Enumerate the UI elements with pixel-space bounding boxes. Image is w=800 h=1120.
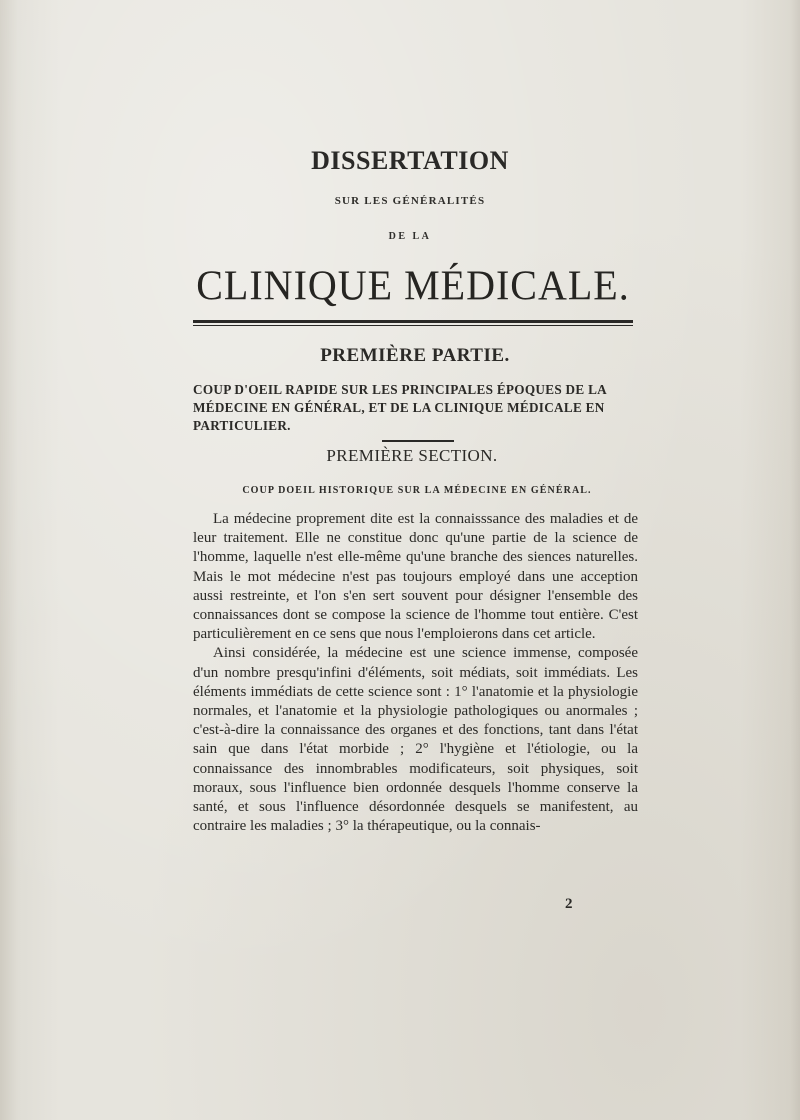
body-text [193, 510, 638, 836]
document-main-title: CLINIQUE MÉDICALE. [196, 261, 630, 310]
part-title: PREMIÈRE PARTIE. [320, 345, 510, 366]
page-number: 2 [565, 896, 573, 912]
section-divider [382, 440, 454, 442]
section-subtitle: COUP DOEIL HISTORIQUE SUR LA MÉDECINE EN GÉNÉRAL. [242, 485, 592, 496]
section-title: PREMIÈRE SECTION. [326, 446, 498, 465]
document-subtitle: SUR LES GÉNÉRALITÉS [334, 195, 486, 207]
document-title: DISSERTATION [311, 146, 509, 175]
document-subtitle-connector: DE LA [388, 231, 432, 242]
part-subtitle: COUP D'OEIL RAPIDE SUR LES PRINCIPALES ÉPOQUES DE LA MÉDECINE EN GÉNÉRAL, ET DE LA CLINIQUE MÉDICALE EN PARTICULIER. [193, 382, 607, 433]
title-divider [193, 320, 633, 326]
body-paragraph: Ainsi considérée, la médecine est une science immense, composée d'un nombre presqu'infini d'éléments, soit médiats, soit immédiats. Les éléments immédiats de cette science sont : 1° l'anatomie et la physiologie normales, et l'anatomie et la physiologie pathologiques ou anormales ; c'est-à-dire la connaissance des organes et des fonctions, tant dans l'état sain que dans l'état morbide ; 2° l'hygiène et l'étiologie, ou la connaissance des innombrables modificateurs, soit physiques, soit moraux, sous l'influence bien ordonnée desquels l'homme conserve la santé, et sous l'influence désordonnée desquels se manifestent, au contraire les maladies ; 3° la thérapeutique, ou la connais- [193, 645, 638, 835]
body-paragraph: La médecine proprement dite est la connaisssance des maladies et de leur traitement. Elle ne constitue donc qu'une partie de la science de l'homme, laquelle n'est elle-même qu'une branche des siences naturelles. Mais le mot médecine n'est pas toujours employé dans une acception aussi restreinte, et l'on s'en sert souvent pour désigner l'ensemble des connaissances dont se compose la science de l'homme tout entière. C'est particulièrement en ce sens que nous l'emploierons dans cet article. [193, 511, 638, 643]
